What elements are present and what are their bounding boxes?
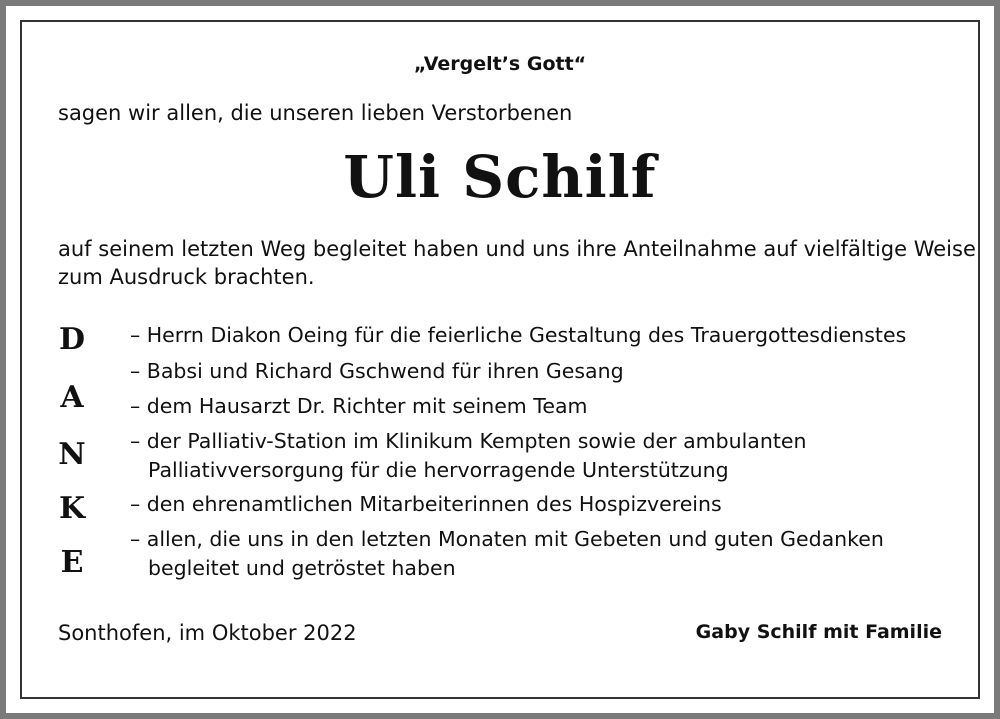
intro-text: sagen wir allen, die unseren lieben Verstorbenen [58, 101, 573, 125]
thanks-item-hospiz [130, 490, 722, 519]
danke-letter-e: E [60, 545, 84, 580]
thanks-item-line-continued: Palliativversorgung für die hervorragende Unterstützung [148, 458, 729, 482]
danke-letter-k: K [58, 491, 86, 526]
danke-letter-n: N [58, 437, 86, 472]
thanks-item-line: – den ehrenamtlichen Mitarbeiterinnen des Hospizvereins [130, 492, 722, 516]
deceased-name: Uli Schilf [343, 143, 657, 211]
thanks-item-diakon [130, 321, 906, 350]
place-date: Sonthofen, im Oktober 2022 [58, 621, 357, 645]
thanks-item-line: – Herrn Diakon Oeing für die feierliche Gestaltung des Trauergottesdienstes [130, 323, 907, 347]
danke-letter-a: A [60, 380, 84, 415]
paragraph-line-1: auf seinem letzten Weg begleitet haben und uns ihre Anteilnahme auf vielfältige Weise [58, 237, 976, 261]
heading-quote: „Vergelt’s Gott“ [413, 53, 587, 75]
thanks-item-hausarzt [130, 392, 587, 421]
thanks-item-gesang [130, 357, 624, 386]
thanks-item-line: – der Palliativ-Station im Klinikum Kempten sowie der ambulanten [130, 429, 807, 453]
thanks-item-line: – Babsi und Richard Gschwend für ihren Gesang [130, 359, 624, 383]
thanks-item-allen [130, 525, 884, 583]
acknowledgement-paragraph [58, 235, 976, 291]
thanks-item-line-continued: begleitet und getröstet haben [148, 556, 456, 580]
thanks-item-line: – dem Hausarzt Dr. Richter mit seinem Team [130, 394, 588, 418]
thanks-item-line: – allen, die uns in den letzten Monaten mit Gebeten und guten Gedanken [130, 527, 884, 551]
signature: Gaby Schilf mit Familie [695, 621, 942, 643]
danke-letter-d: D [58, 322, 85, 357]
thanks-item-palliativ [130, 427, 807, 485]
paragraph-line-2: zum Ausdruck brachten. [58, 265, 315, 289]
